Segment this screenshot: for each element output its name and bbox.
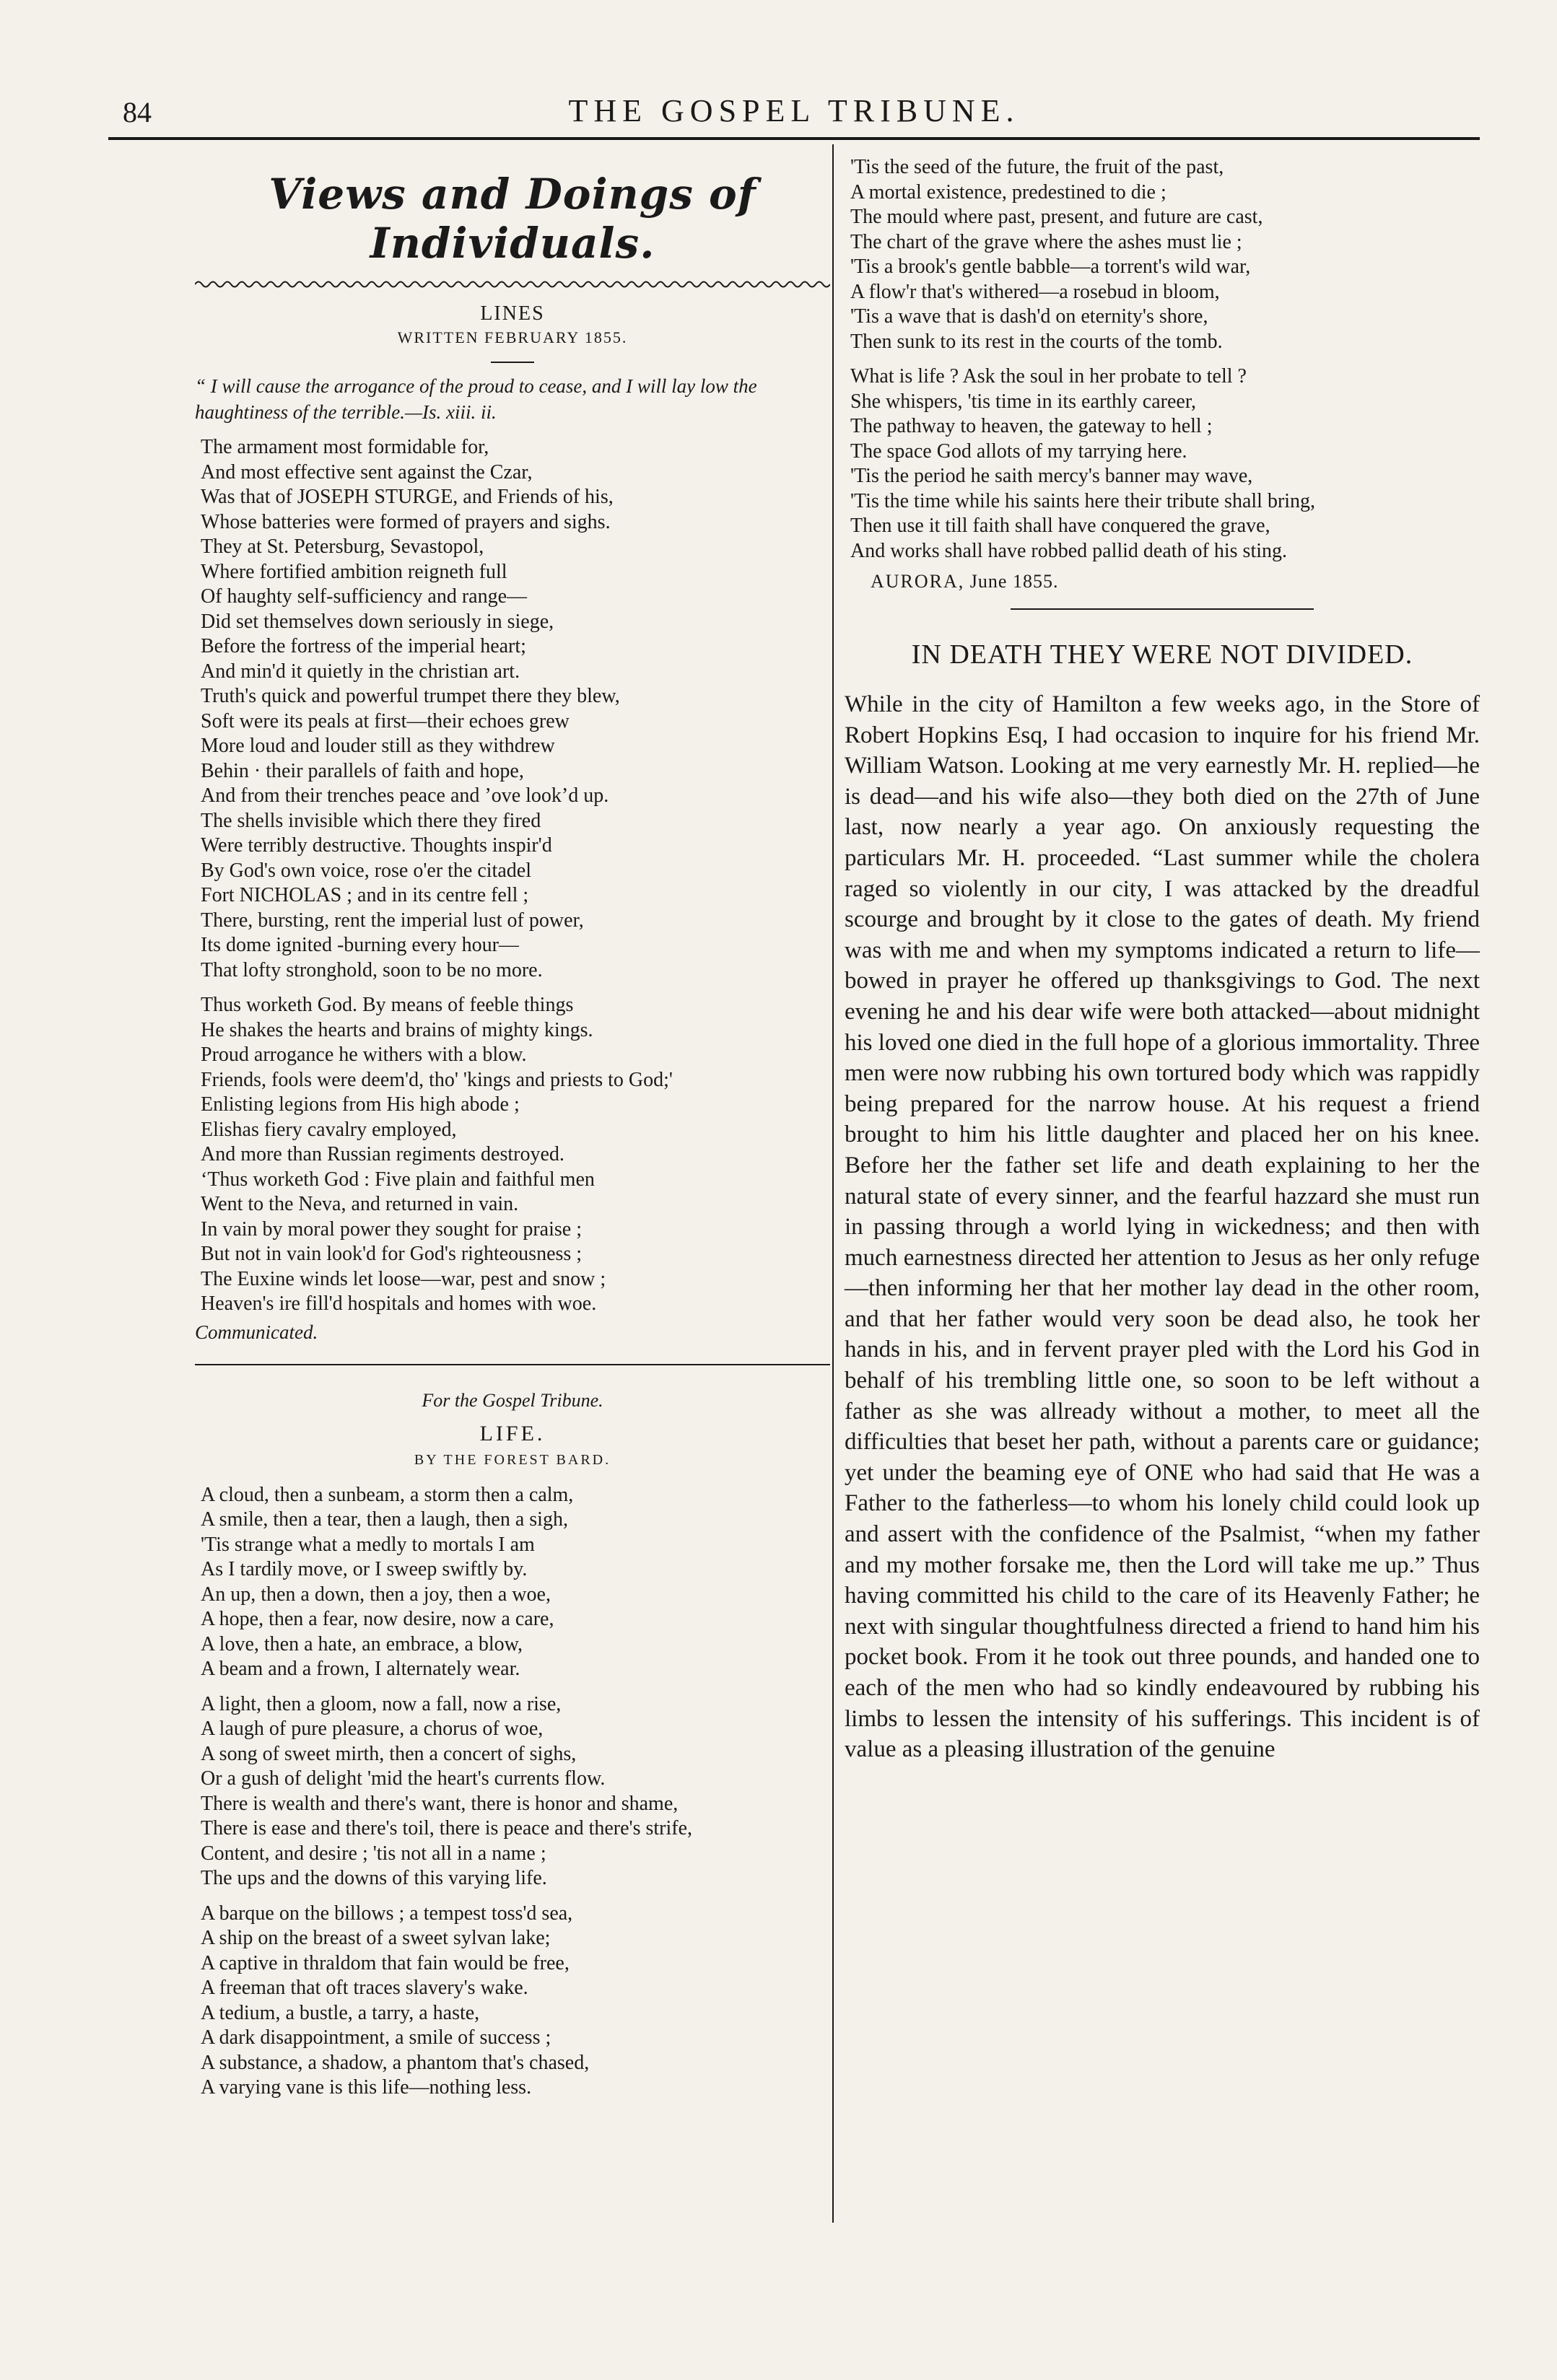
- verse-line: Friends, fools were deem'd, tho' 'kings and priests to God;': [201, 1068, 673, 1091]
- verse-line: As I tardily move, or I sweep swiftly by.: [201, 1558, 528, 1580]
- life-stanza-4: [845, 155, 1480, 354]
- verse-line: ‘Thus worketh God : Five plain and faithful men: [201, 1168, 595, 1191]
- section-rule: [195, 1364, 830, 1365]
- verse-line: He shakes the hearts and brains of mighty kings.: [201, 1018, 593, 1041]
- verse-line: The mould where past, present, and future are cast,: [850, 206, 1263, 228]
- verse-line: Enlisting legions from His high abode ;: [201, 1093, 520, 1116]
- verse-line: 'Tis the seed of the future, the fruit of the past,: [850, 156, 1224, 178]
- verse-line: And min'd it quietly in the christian art.: [201, 660, 520, 683]
- verse-line: Or a gush of delight 'mid the heart's currents flow.: [201, 1767, 606, 1790]
- verse-line: A captive in thraldom that fain would be free,: [201, 1951, 570, 1974]
- lines-stanza-2: [195, 993, 830, 1317]
- verse-line: Before the fortress of the imperial heart;: [201, 635, 526, 657]
- masthead-title: THE GOSPEL TRIBUNE.: [568, 93, 1020, 128]
- verse-line: More loud and louder still as they withdrew: [201, 735, 555, 757]
- story-title: IN DEATH THEY WERE NOT DIVIDED.: [911, 639, 1413, 670]
- verse-line: By God's own voice, rose o'er the citadel: [201, 859, 531, 882]
- verse-line: A tedium, a bustle, a tarry, a haste,: [201, 2001, 480, 2024]
- verse-line: A beam and a frown, I alternately wear.: [201, 1658, 520, 1680]
- verse-line: Proud arrogance he withers with a blow.: [201, 1044, 527, 1066]
- verse-line: A ship on the breast of a sweet sylvan lake;: [201, 1927, 551, 1949]
- verse-line: What is life ? Ask the soul in her probate to tell ?: [850, 365, 1247, 388]
- department-title: Views and Doings of Individuals.: [269, 170, 756, 268]
- verse-line: A varying vane is this life—nothing less.: [201, 2076, 532, 2099]
- wavy-divider: [195, 279, 830, 289]
- verse-line: The Euxine winds let loose—war, pest and snow ;: [201, 1267, 606, 1290]
- signoff-name: AURORA,: [871, 571, 965, 592]
- verse-line: An up, then a down, then a joy, then a woe,: [201, 1583, 551, 1606]
- poem-heading: LINES: [480, 302, 545, 325]
- verse-line: The pathway to heaven, the gateway to hell ;: [850, 415, 1213, 437]
- verse-line: There is ease and there's toil, there is peace and there's strife,: [201, 1817, 693, 1839]
- poem-signoff: Communicated.: [195, 1321, 318, 1343]
- verse-line: Where fortified ambition reigneth full: [201, 560, 507, 583]
- verse-line: Thus worketh God. By means of feeble things: [201, 994, 574, 1016]
- verse-line: A laugh of pure pleasure, a chorus of woe,: [201, 1718, 544, 1740]
- verse-line: The shells invisible which there they fired: [201, 809, 541, 832]
- page-header: [108, 87, 1480, 137]
- verse-line: Then sunk to its rest in the courts of the tomb.: [850, 330, 1223, 353]
- verse-line: She whispers, 'tis time in its earthly career,: [850, 390, 1197, 413]
- verse-line: Did set themselves down seriously in siege,: [201, 610, 554, 633]
- verse-line: A freeman that oft traces slavery's wake.: [201, 1977, 528, 1999]
- column-divider: [832, 144, 834, 2223]
- header-rule: [108, 137, 1480, 140]
- verse-line: A dark disappointment, a smile of success ;: [201, 2026, 551, 2049]
- signoff-date: June 1855.: [969, 571, 1059, 592]
- verse-line: They at St. Petersburg, Sevastopol,: [201, 535, 484, 558]
- story-body: While in the city of Hamilton a few weeks ago, in the Store of Robert Hopkins Esq, I had occasion to inquire for his friend Mr. William Watson. Looking at me very earnestly Mr. H. replied—he is dead—and his wife also—they both died on the 27th of June last, now nearly a year ago. On anxiously requesting the particulars Mr. H. proceeded. “Last summer while the cholera raged so violently in our city, I was attacked by the dreadful scourge and brought by it close to the gates of death. My friend was with me and when my symptoms indicated a return to life—bowed in prayer he offered up thanksgivings to God. The next evening he and his dear wife were both attacked—about midnight his loved one died in the full hope of a glorious immortality. Three men were now rubbing his own tortured body which was rappidly being prepared for the narrow house. At his request a friend brought to him his little daughter and placed her on his knee. Before her the father set life and death explaining to her the natural state of every sinner, and the fearful hazzard she must run in passing through a world lying in wickedness; and then with much earnestness directed her attention to Jesus as her only refuge—then informing her that her mother lay dead in the other room, and that her father would very soon be dead also, he took her hands in his, and in fervent prayer pled with the Lord his God in behalf of his trembling little one, so soon to be left without a father as she was allready without a mother, to meet all the difficulties that beset her path, without a parents care or guidance; yet under the beaming eye of ONE who had said that He was a Father to the fatherless—to whom his lonely child could look up and assert with the confidence of the Psalmist, “when my father and my mother forsake me, then the Lord will take me up.” Thus having committed his child to the care of its Heavenly Father; he next with singular thoughtfulness directed a friend to hand him his pocket book. From it he took out three pounds, and handed one to each of the men who had so kindly endeavoured by rubbing his limbs to lessen the intensity of his sufferings. This incident is of value as a pleasing illustration of the genuine: [845, 691, 1480, 1763]
- verse-line: Went to the Neva, and returned in vain.: [201, 1193, 519, 1215]
- verse-line: Truth's quick and powerful trumpet there they blew,: [201, 685, 620, 707]
- verse-line: A song of sweet mirth, then a concert of sighs,: [201, 1742, 577, 1765]
- verse-line: Behin · their parallels of faith and hope,: [201, 759, 524, 782]
- right-column: [845, 155, 1480, 1765]
- verse-line: 'Tis the time while his saints here their tribute shall bring,: [850, 489, 1316, 512]
- left-column: [195, 155, 830, 2101]
- verse-line: Soft were its peals at first—their echoes grew: [201, 709, 570, 732]
- verse-line: 'Tis the period he saith mercy's banner may wave,: [850, 465, 1253, 487]
- verse-line: 'Tis a brook's gentle babble—a torrent's wild war,: [850, 255, 1251, 278]
- life-byline: BY THE FOREST BARD.: [414, 1451, 611, 1468]
- verse-line: 'Tis strange what a medly to mortals I am: [201, 1533, 535, 1556]
- verse-line: A substance, a shadow, a phantom that's chased,: [201, 2051, 590, 2074]
- verse-line: Fort NICHOLAS ; and in its centre fell ;: [201, 884, 529, 906]
- verse-line: A cloud, then a sunbeam, a storm then a calm,: [201, 1483, 574, 1506]
- lines-stanza-1: [195, 435, 830, 983]
- poem-date: WRITTEN FEBRUARY 1855.: [397, 328, 628, 346]
- short-rule: [491, 362, 534, 363]
- epigraph: “ I will cause the arrogance of the proud to cease, and I will lay low the haughtiness of the terrible.—Is. xiii. ii.: [195, 375, 757, 423]
- verse-line: The chart of the grave where the ashes must lie ;: [850, 230, 1242, 253]
- verse-line: A flow'r that's withered—a rosebud in bloom,: [850, 280, 1220, 303]
- verse-line: A barque on the billows ; a tempest toss'd sea,: [201, 1902, 573, 1925]
- life-stanza-3: [195, 1902, 830, 2101]
- verse-line: Then use it till faith shall have conquered the grave,: [850, 515, 1270, 537]
- for-gospel-tribune: For the Gospel Tribune.: [422, 1389, 603, 1411]
- verse-line: Of haughty self-sufficiency and range—: [201, 585, 527, 608]
- verse-line: The ups and the downs of this varying life.: [201, 1867, 547, 1889]
- verse-line: But not in vain look'd for God's righteousness ;: [201, 1243, 583, 1265]
- verse-line: A mortal existence, predestined to die ;: [850, 180, 1166, 204]
- life-stanza-2: [195, 1692, 830, 1891]
- verse-line: And more than Russian regiments destroyed.: [201, 1143, 564, 1165]
- verse-line: The space God allots of my tarrying here.: [850, 439, 1187, 463]
- verse-line: Heaven's ire fill'd hospitals and homes with woe.: [201, 1292, 597, 1315]
- verse-line: A smile, then a tear, then a laugh, then a sigh,: [201, 1508, 568, 1531]
- verse-line: A hope, then a fear, now desire, now a care,: [201, 1608, 554, 1630]
- verse-line: Content, and desire ; 'tis not all in a name ;: [201, 1842, 546, 1865]
- verse-line: There, bursting, rent the imperial lust of power,: [201, 909, 584, 932]
- verse-line: Were terribly destructive. Thoughts inspir'd: [201, 834, 552, 857]
- life-signoff: [845, 571, 1480, 592]
- verse-line: A light, then a gloom, now a fall, now a rise,: [201, 1692, 562, 1715]
- verse-line: There is wealth and there's want, there is honor and shame,: [201, 1792, 679, 1815]
- verse-line: And most effective sent against the Czar,: [201, 460, 533, 484]
- verse-line: And from their trenches peace and ’ove look’d up.: [201, 784, 609, 807]
- page-number: 84: [123, 96, 152, 128]
- verse-line: The armament most formidable for,: [201, 436, 489, 458]
- verse-line: 'Tis a wave that is dash'd on eternity's shore,: [850, 305, 1208, 328]
- verse-line: Was that of JOSEPH STURGE, and Friends of his,: [201, 486, 614, 508]
- verse-line: A love, then a hate, an embrace, a blow,: [201, 1632, 523, 1655]
- verse-line: Whose batteries were formed of prayers and sighs.: [201, 510, 611, 533]
- verse-line: And works shall have robbed pallid death of his sting.: [850, 539, 1288, 562]
- life-stanza-1: [195, 1483, 830, 1682]
- life-stanza-5: [845, 364, 1480, 564]
- verse-line: That lofty stronghold, soon to be no more.: [201, 958, 543, 981]
- verse-line: Its dome ignited -burning every hour—: [201, 934, 519, 956]
- verse-line: In vain by moral power they sought for praise ;: [201, 1217, 582, 1241]
- section-rule: [1011, 608, 1314, 610]
- life-title: LIFE.: [479, 1421, 546, 1445]
- verse-line: Elishas fiery cavalry employed,: [201, 1118, 457, 1141]
